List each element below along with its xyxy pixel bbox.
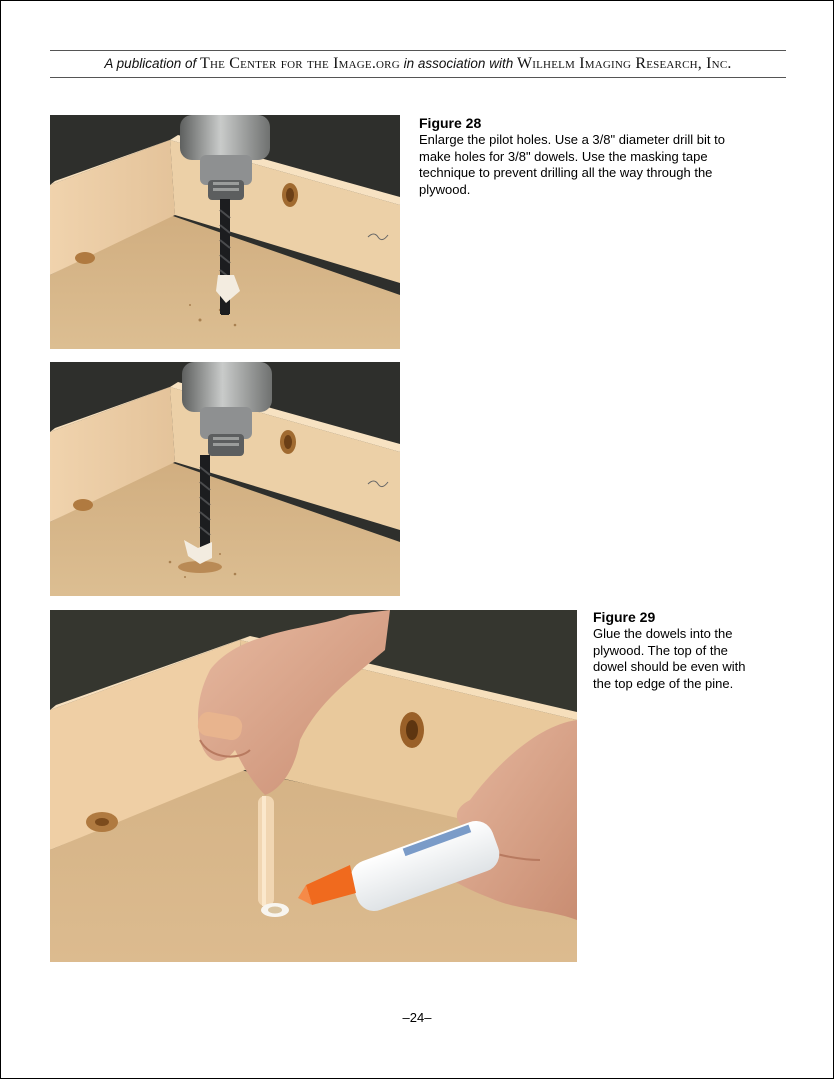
figure-28-caption [419, 115, 749, 198]
publication-header [50, 55, 786, 73]
header-partner: Wilhelm Imaging Research, Inc. [516, 55, 732, 72]
header-middle: in association with [403, 56, 514, 71]
figure-29-text: Glue the dowels into the plywood. The top of the dowel should be even with the top edge of the pine. [593, 626, 746, 691]
header-org: The Center for the Image.org [200, 55, 400, 72]
page-number: –24– [402, 1010, 432, 1025]
header-rule-top [50, 50, 786, 51]
header-rule-bottom [50, 77, 786, 78]
figure-28-title: Figure 28 [419, 115, 482, 131]
figure-29-title: Figure 29 [593, 609, 656, 625]
photo-drilling-pilot-hole-2 [50, 362, 400, 596]
photo-gluing-dowels [50, 610, 577, 962]
figure-28-text: Enlarge the pilot holes. Use a 3/8" diameter drill bit to make holes for 3/8" dowels. Use the masking tape technique to prevent drilling all the way through the plywood. [419, 132, 725, 197]
figure-29-caption [593, 609, 753, 692]
header-prefix: A publication of [104, 56, 197, 71]
photo-drilling-pilot-hole-1 [50, 115, 400, 349]
